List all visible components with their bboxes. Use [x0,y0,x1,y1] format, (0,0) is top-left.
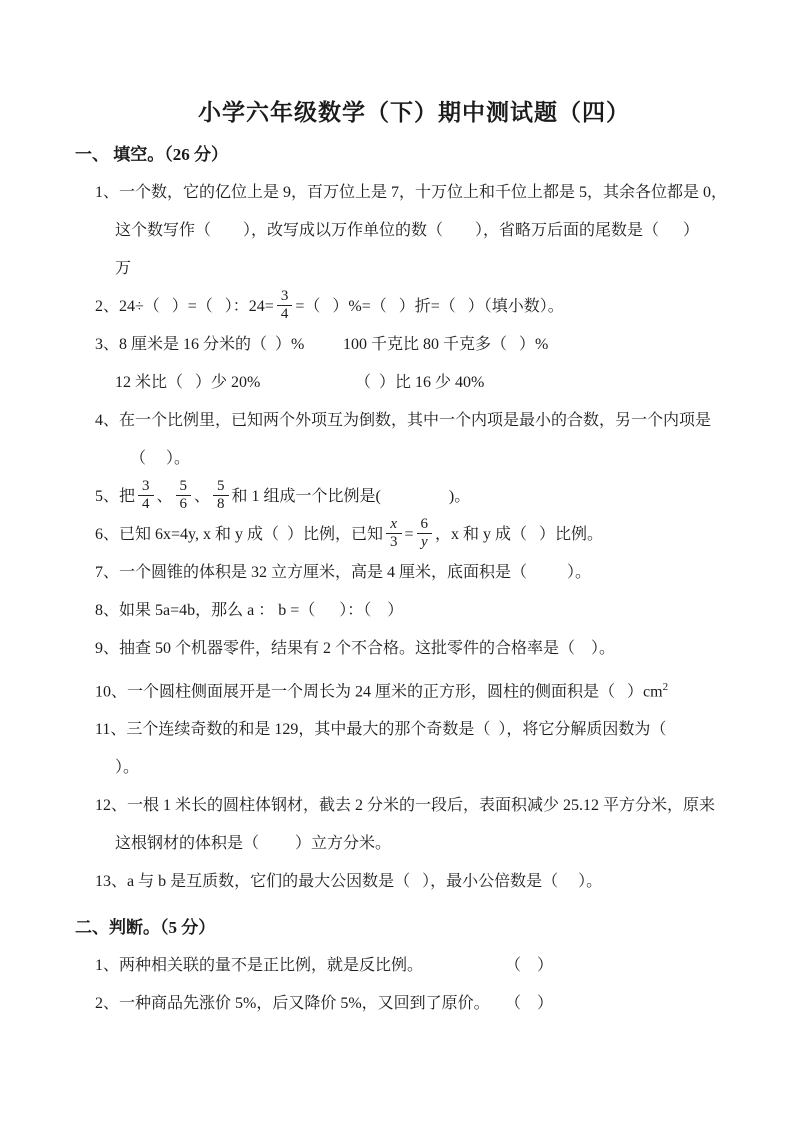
fraction-numerator: 3 [142,477,150,494]
question-2 [95,288,753,326]
page-title: 小学六年级数学（下）期中测试题（四） [198,100,630,125]
fraction-denominator: y [417,533,433,551]
question-3-text: 3、8 厘米是 16 分米的（ ）% [95,336,305,353]
question-11-line-1 [95,711,753,749]
question-12-line-2 [115,825,753,863]
question-6-text: ，x 和 y 成（ ）比例。 [435,526,604,543]
question-3-row-2 [115,364,753,402]
question-5-text: 和 1 组成一个比例是( )。 [231,488,471,505]
question-11-text: ）。 [115,759,140,777]
question-8-text: 8、如果 5a=4b，那么 a ： b =（ ）：（ ） [95,602,404,619]
fraction-numerator: x [390,515,398,532]
judge-1-answer-blank: （ ） [505,957,554,975]
judge-2-answer-blank: （ ） [505,995,554,1013]
question-13 [95,863,753,901]
question-11-line-2 [115,749,753,787]
separator: 、 [156,488,173,505]
question-6 [95,516,753,554]
question-1-text: 这个数写作（ ），改写成以万作单位的数（ ），省略万后面的尾数是（ ） [115,222,700,239]
question-9-text: 9、抽查 50 个机器零件，结果有 2 个不合格。这批零件的合格率是（ ）。 [95,640,616,657]
question-3-text: 12 米比（ ）少 20% [115,374,261,391]
question-6-text: 6、已知 6x=4y, x 和 y 成（ ）比例，已知 [95,526,383,543]
question-1-line-1 [95,174,753,212]
fraction-denominator: 4 [138,495,154,513]
question-5 [95,478,753,516]
fraction-numerator: 5 [179,477,188,494]
question-12-text: 这根钢材的体积是（ ）立方分米。 [115,835,392,853]
judge-2-text: 2、一种商品先涨价 5%，后又降价 5%，又回到了原价。 [95,995,490,1013]
question-2-text: 2、24÷（ ）=（ ）：24= [95,298,274,315]
judge-item-1 [95,947,753,985]
question-2-text: =（ ）%=（ ）折=（ ）（填小数）。 [295,298,564,315]
judge-item-2 [95,985,753,1023]
question-10-text: 10、一个圆柱侧面展开是一个周长为 24 厘米的正方形，圆柱的侧面积是（ ）cm [95,683,663,701]
fraction-numerator: 5 [217,477,225,494]
question-5-text: 5、把 [95,488,136,505]
question-1-line-3 [115,250,753,288]
question-4-line-1 [95,402,753,440]
fraction-denominator: 6 [176,495,192,513]
equals-sign: = [404,526,414,543]
question-4-text: 4、在一个比例里，已知两个外项互为倒数，其中一个内项是最小的合数，另一个内项是 [95,412,712,429]
section-heading-true-false: 二、判断。（5 分） [75,918,216,938]
question-3-row-1 [95,326,753,364]
question-12-line-1 [95,787,753,825]
separator: 、 [194,488,211,505]
section-heading-fill-blanks: 一、 填空。（26 分） [75,145,228,164]
question-4-line-2 [130,440,753,478]
fraction-x-3 [386,516,402,551]
question-7 [95,554,753,592]
fraction-5-6 [176,478,192,513]
fraction-numerator: 6 [420,515,429,532]
question-10 [95,668,753,711]
question-1-text: 万 [115,260,132,277]
question-3-text: （ ）比 16 少 40% [355,374,485,391]
question-11-text: 11、三个连续奇数的和是 129，其中最大的那个奇数是（ ），将它分解质因数为（ [95,721,667,739]
fraction-denominator: 8 [213,495,229,513]
question-9 [95,630,753,668]
superscript-2: 2 [662,681,669,693]
question-4-text: （ ）。 [130,450,191,467]
question-1-text: 1、一个数，它的亿位上是 9，百万位上是 7，十万位上和千位上都是 5，其余各位都是 0， [95,184,728,201]
judge-1-text: 1、两种相关联的量不是正比例，就是反比例。 [95,957,424,975]
fraction-3-4 [277,288,293,323]
question-7-text: 7、一个圆锥的体积是 32 立方厘米，高是 4 厘米，底面积是（ ）。 [95,564,592,581]
fraction-5-8 [213,478,229,513]
fraction-3-4 [138,478,154,513]
fraction-6-y [417,516,433,551]
question-1-line-2 [115,212,753,250]
fraction-numerator: 3 [280,287,289,304]
fraction-denominator: 4 [277,305,293,323]
fraction-denominator: 3 [386,533,402,551]
question-12-text: 12、一根 1 米长的圆柱体钢材，截去 2 分米的一段后，表面积减少 25.12 平方分米，原来 [95,797,716,815]
question-3-text: 100 千克比 80 千克多（ ）% [343,336,549,353]
question-13-text: 13、a 与 b 是互质数，它们的最大公因数是（ ），最小公倍数是（ ）。 [95,873,603,891]
question-8 [95,592,753,630]
